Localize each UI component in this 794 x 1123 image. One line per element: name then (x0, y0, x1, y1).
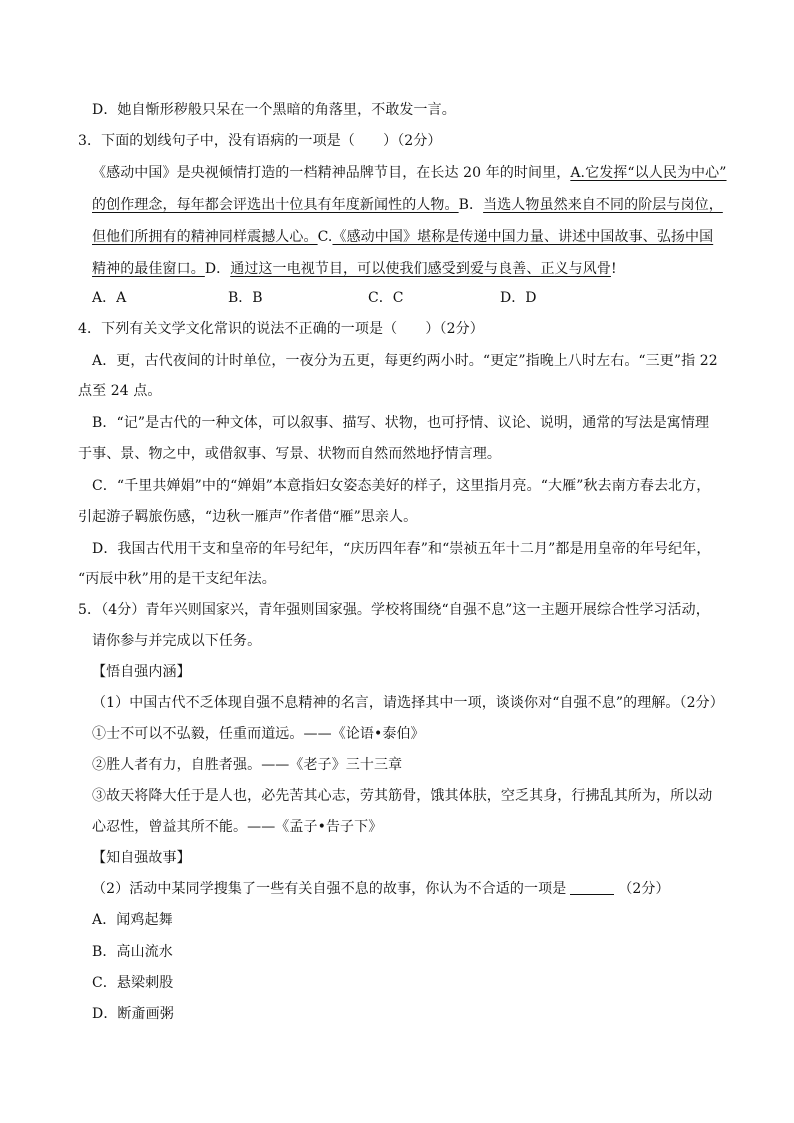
q4-option-c-line-2: 引起游子羁旅伤感，“边秋一雁声”作者借“雁”思亲人。 (78, 509, 418, 525)
q5-stem-line-1: 5．（4分）青年兴则国家兴，青年强则国家强。学校将围绕“自强不息”这一主题开展综合性学习活动， (78, 602, 710, 618)
q5-quote-3-line-2: 心忍性，曾益其所不能。——《孟子•告子下》 (92, 819, 383, 835)
q4-option-b-line-1: B．“记”是古代的一种文体，可以叙事、描写、状物，也可抒情、议论、说明，通常的写法是寓情理 (92, 415, 710, 431)
q5-subquestion-2-text: （2）活动中某同学搜集了一些有关自强不息的故事，你认为不合适的一项是 (92, 881, 567, 897)
q5-quote-3-line-1: ③故天将降大任于是人也，必先苦其心志，劳其筋骨，饿其体肤，空乏其身，行拂乱其所为，所以动 (92, 788, 713, 804)
q3-stem: 3．下面的划线句子中，没有语病的一项是（ ）（2分） (78, 133, 442, 149)
q5-option-c: C．悬梁刺股 (92, 975, 174, 991)
q3-label-d: D． (204, 261, 231, 277)
q3-underlined-a: A.它发挥“以人民为中心” (570, 165, 727, 181)
q3-underlined-d: 通过这一电视节目，可以使我们感受到爱与良善、正义与风骨 (230, 261, 611, 277)
q4-option-a-line-1: A．更，古代夜间的计时单位，一夜分为五更，每更约两小时。“更定”指晚上八时左右。“三更”指 22 (92, 353, 718, 369)
q3-exclamation: ! (610, 261, 617, 277)
q3-option-a: A．A (92, 290, 127, 306)
q3-option-d: D．D (500, 290, 537, 306)
q4-option-c-line-1: C．“千里共婵娟”中的“婵娟”本意指妇女姿态美好的样子，这里指月亮。“大雁”秋去南方春去北方， (92, 478, 711, 494)
q3-underlined-c: 《感动中国》堪称是传递中国力量、讲述中国故事、弘扬中国 (332, 229, 714, 245)
q3-passage-line-2 (92, 195, 723, 215)
q5-subquestion-2 (92, 879, 670, 899)
q4-option-b-line-2: 于事、景、物之中，或借叙事、写景、状物而自然而然地抒情言理。 (78, 446, 501, 462)
q5-quote-1: ①士不可以不弘毅，任重而道远。——《论语•泰伯》 (92, 726, 425, 742)
q5-section-heading-1: 【悟自强内涵】 (92, 664, 191, 680)
q3-passage-line-4 (92, 259, 617, 279)
q3-option-c: C．C (368, 290, 404, 306)
q4-option-a-line-2: 点至 24 点。 (78, 383, 162, 399)
q3-underlined-a-cont: 的创作理念，每年都会评选出十位具有年度新闻性的人物。 (92, 197, 459, 213)
q3-underlined-b: 当选人物虽然来自不同的阶层与岗位， (483, 197, 723, 213)
q3-passage-line-1 (92, 163, 727, 183)
q3-underlined-c-cont: 精神的最佳窗口。 (92, 261, 205, 277)
q5-subquestion-2-points: （2分） (618, 881, 670, 897)
q3-label-c: C. (317, 229, 333, 245)
q5-quote-2: ②胜人者有力，自胜者强。——《老子》三十三章 (92, 757, 403, 773)
q5-option-d: D．断齑画粥 (92, 1006, 174, 1022)
q5-stem-line-2: 请你参与并完成以下任务。 (92, 633, 262, 649)
q3-passage-line-3 (92, 227, 713, 247)
q2-option-d: D．她自惭形秽般只呆在一个黑暗的角落里，不敢发一言。 (92, 102, 456, 118)
q3-underlined-b-cont: 但他们所拥有的精神同样震撼人心。 (92, 229, 318, 245)
q4-option-d-line-1: D．我国古代用干支和皇帝的年号纪年，“庆历四年春”和“崇祯五年十二月”都是用皇帝的年号纪年， (92, 541, 711, 557)
q3-text: 《感动中国》是央视倾情打造的一档精神品牌节目，在长达 20 年的时间里， (92, 165, 571, 181)
q5-option-b: B．高山流水 (92, 944, 173, 960)
q4-stem: 4．下列有关文学文化常识的说法不正确的一项是（ ）（2分） (78, 321, 484, 337)
q3-option-b: B．B (228, 290, 263, 306)
q5-subquestion-1: （1）中国古代不乏体现自强不息精神的名言，请选择其中一项，谈谈你对“自强不息”的理解。（2分） (92, 695, 724, 711)
q5-option-a: A．闻鸡起舞 (92, 912, 173, 928)
q3-label-b: B． (458, 197, 484, 213)
q5-section-heading-2: 【知自强故事】 (92, 850, 191, 866)
answer-blank[interactable] (570, 880, 614, 895)
q4-option-d-line-2: “丙辰中秋”用的是干支纪年法。 (78, 571, 276, 587)
